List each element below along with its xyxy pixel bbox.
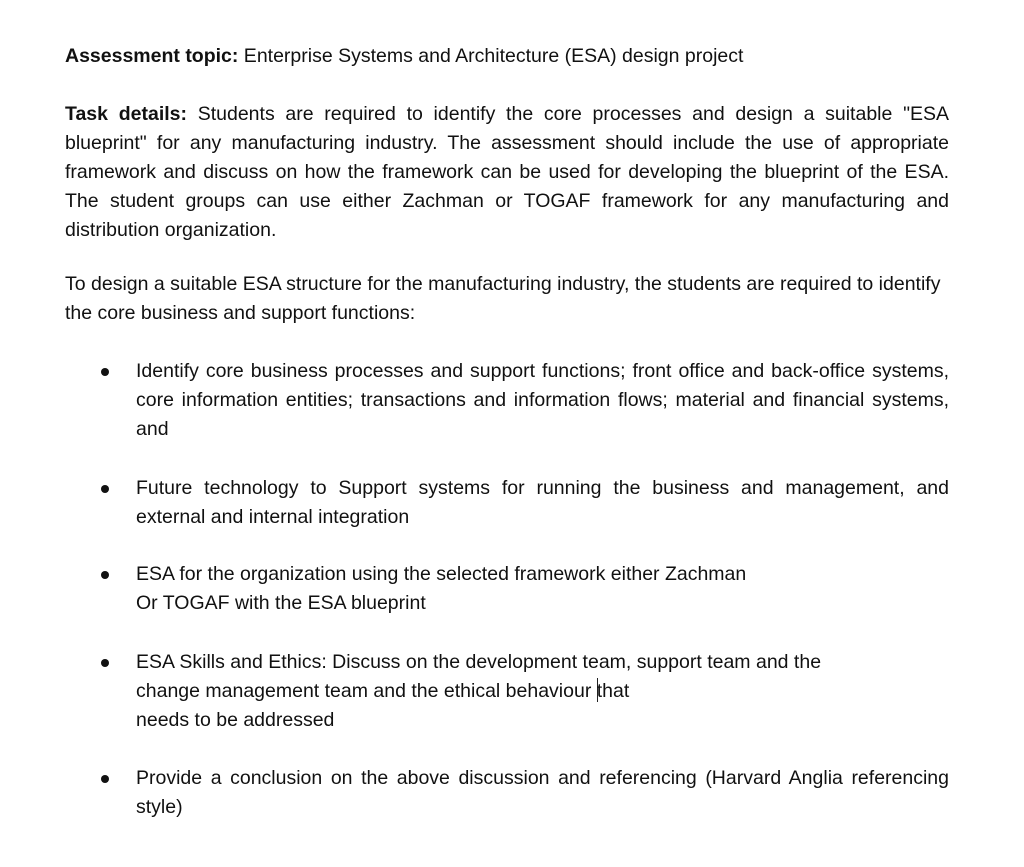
intro-paragraph: To design a suitable ESA structure for the manufacturing industry, the students are required to identify the core business and support functions: <box>65 273 941 324</box>
bullet-icon <box>101 775 109 783</box>
task-details-text: Students are required to identify the core processes and design a suitable "ESA blueprint" for any manufacturing industry. The assessment should include the use of appropriate framework and discuss on how the framework can be used for developing the blueprint of the ESA. The student groups can use either Zachman or TOGAF framework for any manufacturing and distribution organization. <box>65 103 950 241</box>
list-item <box>136 764 949 822</box>
bullet-icon <box>101 368 109 376</box>
list-item-text: Provide a conclusion on the above discussion and referencing (Harvard Anglia referencing style) <box>136 767 949 818</box>
bullet-icon <box>101 485 109 493</box>
list-item-fragment: change management team and the ethical behaviour <box>136 680 597 702</box>
assessment-topic-text: Enterprise Systems and Architecture (ESA) design project <box>238 45 744 67</box>
list-item <box>136 560 949 618</box>
list-item-fragment: that <box>596 680 630 702</box>
list-item <box>136 648 949 735</box>
list-item-text: Identify core business processes and support functions; front office and back-office systems, core information entities; transactions and information flows; material and financial systems, and <box>136 360 949 440</box>
task-details-label: Task details: <box>65 103 187 125</box>
list-item-line: needs to be addressed <box>136 709 335 731</box>
list-item-line: ESA Skills and Ethics: Discuss on the development team, support team and the <box>136 651 822 673</box>
list-item <box>136 474 949 532</box>
assessment-topic-label: Assessment topic: <box>65 45 239 67</box>
assessment-topic <box>65 42 949 71</box>
task-details <box>65 100 949 245</box>
list-item <box>136 357 949 444</box>
list-item-text: Future technology to Support systems for running the business and management, and external and internal integration <box>136 477 949 528</box>
list-item-line: ESA for the organization using the selected framework either Zachman <box>136 563 747 585</box>
bullet-icon <box>101 571 109 579</box>
list-item-line: Or TOGAF with the ESA blueprint <box>136 592 426 614</box>
bullet-icon <box>101 659 109 667</box>
list-item-line <box>136 677 949 706</box>
